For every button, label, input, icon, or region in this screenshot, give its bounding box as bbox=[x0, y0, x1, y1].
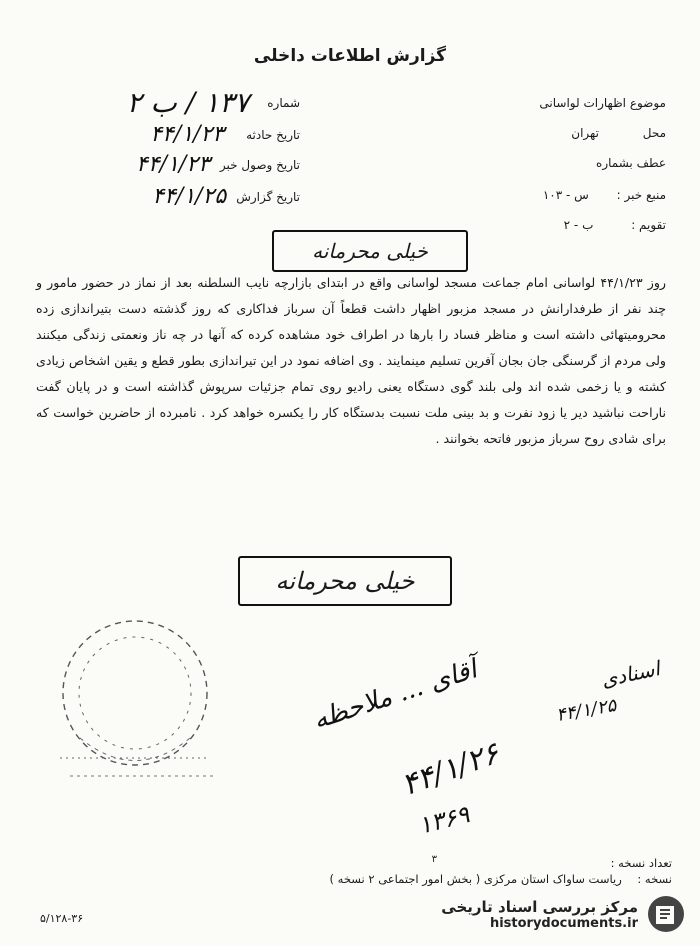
field-source bbox=[543, 188, 666, 202]
handwritten-date-right: ۴۴/۱/۲۵ bbox=[554, 694, 618, 727]
archive-logo-icon bbox=[646, 894, 686, 934]
copies-line bbox=[432, 854, 672, 870]
watermark-url: historydocuments.ir bbox=[489, 915, 638, 931]
copies-count: ۳ bbox=[431, 854, 437, 865]
field-source-label: منبع خبر : bbox=[616, 188, 666, 202]
field-calendar bbox=[564, 218, 666, 232]
field-location bbox=[571, 126, 666, 140]
field-number-value: ۱۳۷ / ب ۲ bbox=[126, 86, 250, 119]
page-title: گزارش اطلاعات داخلی bbox=[253, 46, 447, 66]
field-calendar-value: ب - ۲ bbox=[563, 218, 594, 232]
field-reference-label: عطف بشماره bbox=[596, 156, 666, 170]
handwritten-date-center: ۴۴/۱/۲۶ bbox=[397, 735, 504, 804]
field-report-date-label: تاریخ گزارش bbox=[236, 189, 300, 204]
confidential-stamp-top: خیلی محرمانه bbox=[272, 230, 468, 272]
watermark bbox=[441, 894, 686, 934]
confidential-stamp-middle: خیلی محرمانه bbox=[238, 556, 452, 606]
field-report-date-value: ۴۴/۱/۲۵ bbox=[152, 184, 227, 209]
handwritten-note-right: اسنادی bbox=[599, 656, 662, 692]
field-report-date bbox=[30, 184, 300, 209]
copies-label: تعداد نسخه : bbox=[610, 855, 672, 870]
field-received-date-label: تاریخ وصول خبر bbox=[219, 157, 300, 172]
recipients-text: ریاست ساواک استان مرکزی ( بخش امور اجتماعی ۲ نسخه ) bbox=[329, 872, 622, 886]
form-code: ۵/۱۲۸-۳۶ bbox=[40, 912, 84, 925]
field-reference bbox=[596, 156, 666, 170]
field-subject bbox=[539, 96, 666, 110]
field-location-label: محل bbox=[642, 126, 666, 140]
handwritten-note-center: آقای ... ملاحظه bbox=[309, 654, 481, 736]
field-calendar-label: تقویم : bbox=[631, 218, 666, 232]
field-location-value: تهران bbox=[571, 126, 599, 140]
field-incident-date bbox=[30, 122, 300, 147]
recipients-label: نسخه : bbox=[637, 872, 672, 886]
field-subject-label: موضوع bbox=[629, 96, 666, 110]
handwritten-number-center: ۱۳۶۹ bbox=[415, 800, 473, 840]
seal-stamp bbox=[40, 608, 230, 808]
field-source-value: س - ۱۰۳ bbox=[542, 188, 589, 202]
field-subject-value: اظهارات لواسانی bbox=[539, 96, 626, 110]
field-number-label: شماره bbox=[267, 95, 300, 110]
field-received-date-value: ۴۴/۱/۲۳ bbox=[136, 152, 210, 177]
recipients-line bbox=[32, 872, 672, 886]
field-incident-date-value: ۴۴/۱/۲۳ bbox=[150, 122, 225, 147]
field-number bbox=[30, 86, 300, 119]
field-received-date bbox=[30, 152, 300, 177]
report-body: روز ۴۴/۱/۲۳ لواسانی امام جماعت مسجد لواسانی واقع در ابتدای بازارچه نایب السلطنه بعد از نماز در حضور مامور و چند نفر از طرفدارانش در مسجد مزبور اظهار داشت قطعاً آن سرباز فداکاری که روز گذشته دست بتیراندازی زده محرومیتهائی داشته است و مناظر فساد را بارها در اطراف خود مشاهده کرده که آنها در چه ناز ونعمتی زندگی میکنند ولی مردم از گرسنگی جان بجان آفرین تسلیم مینمایند . وی اضافه نمود در این تیراندازی بطور قطع و یقین اشخاص زیادی کشته و یا زخمی شده اند ولی بلند گوی دستگاه یعنی رادیو روی تمام جزئیات سرپوش گذاشته است و در پایان گفت ناراحت نباشید دیر یا زود نفرت و بد بینی ملت نسبت بدستگاه کار را یکسره خواهد کرد . نامبرده از حاضرین خواست که برای شادی روح سرباز مزبور فاتحه بخوانند . bbox=[36, 275, 667, 446]
field-incident-date-label: تاریخ حادثه bbox=[246, 127, 300, 142]
watermark-name: مرکز بررسی اسناد تاریخی bbox=[441, 897, 638, 916]
